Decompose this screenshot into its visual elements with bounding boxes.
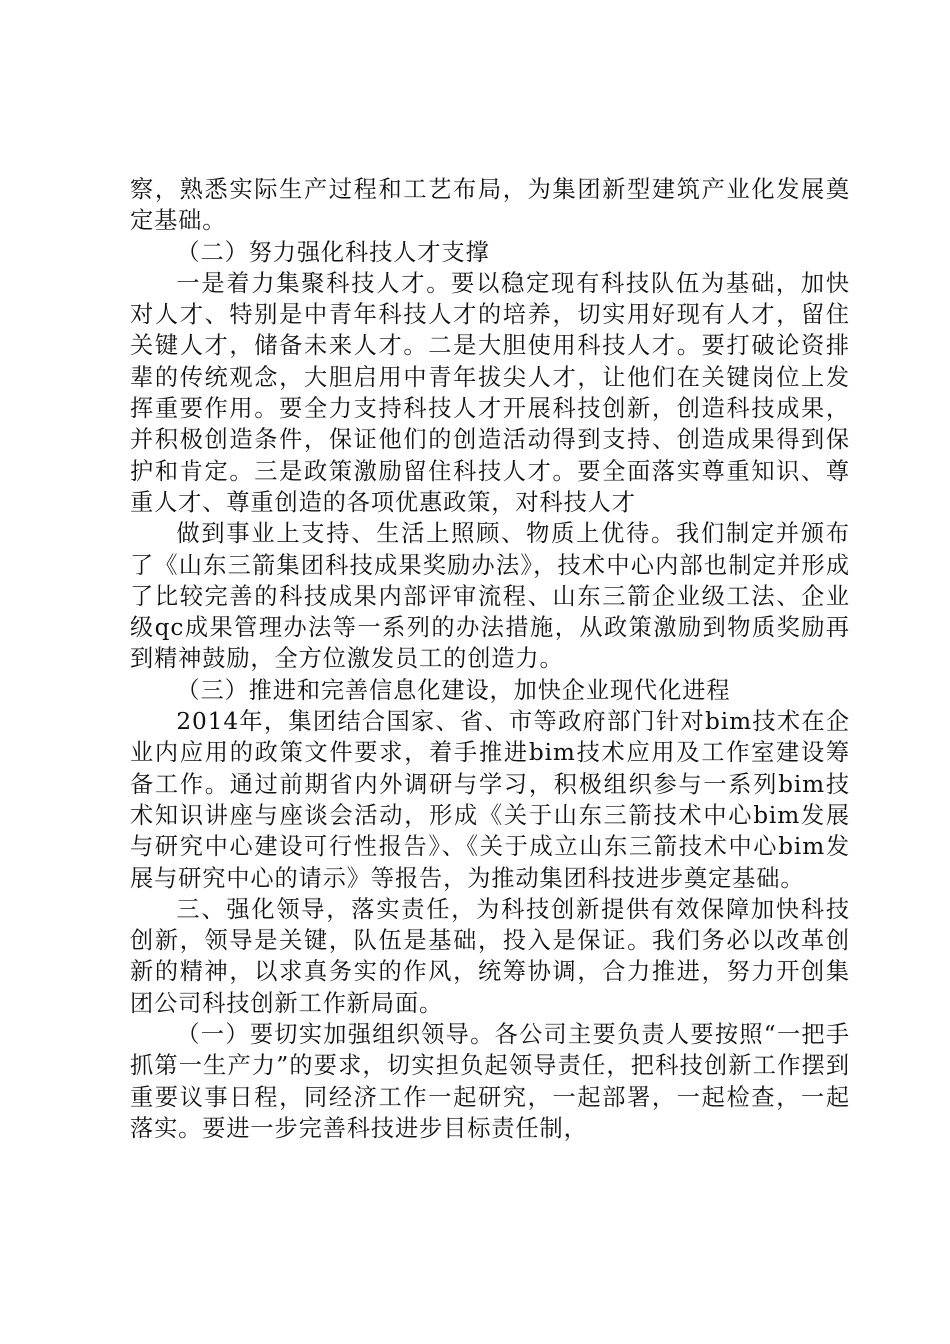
paragraph-continued: 察，熟悉实际生产过程和工艺布局，为集团新型建筑产业化发展奠定基础。 — [130, 176, 850, 235]
paragraph-leadership: 三、强化领导，落实责任，为科技创新提供有效保障加快科技创新，领导是关键，队伍是基础，投入是保证。我们务必以改革创新的精神，以求真务实的作风，统筹协调，合力推进，努力开创集团公司科技创新工作新局面。 — [130, 895, 850, 1017]
paragraph-incentives: 做到事业上支持、生活上照顾、物质上优待。我们制定并颁布了《山东三箭集团科技成果奖励办法》，技术中心内部也制定并形成了比较完善的科技成果内部评审流程、山东三箭企业级工法、企业级qc成果管理办法等一系列的办法措施，从政策激励到物质奖励再到精神鼓励，全方位激发员工的创造力。 — [130, 520, 850, 673]
paragraph-bim: 2014年，集团结合国家、省、市等政府部门针对bim技术在企业内应用的政策文件要求，着手推进bim技术应用及工作室建设筹备工作。通过前期省内外调研与学习，积极组织参与一系列bim技术知识讲座与座谈会活动，形成《关于山东三箭技术中心bim发展与研究中心建设可行性报告》、《关于成立山东三箭技术中心bim发展与研究中心的请示》等报告，为推动集团科技进步奠定基础。 — [130, 708, 850, 892]
section-heading-talent: （二）努力强化科技人才支撑 — [176, 238, 490, 266]
section-heading-informatization: （三）推进和完善信息化建设，加快企业现代化进程 — [176, 676, 731, 704]
paragraph-talent: 一是着力集聚科技人才。要以稳定现有科技队伍为基础，加快对人才、特别是中青年科技人才的培养，切实用好现有人才，留住关键人才，储备未来人才。二是大胆使用科技人才。要打破论资排辈的传统观念，大胆启用中青年拔尖人才，让他们在关键岗位上发挥重要作用。要全力支持科技人才开展科技创新，创造科技成果，并积极创造条件，保证他们的创造活动得到支持、创造成果得到保护和肯定。三是政策激励留住科技人才。要全面落实尊重知识、尊重人才、尊重创造的各项优惠政策，对科技人才 — [130, 269, 850, 516]
document-body — [130, 174, 850, 1144]
paragraph-organization: （一）要切实加强组织领导。各公司主要负责人要按照“一把手抓第一生产力”的要求，切实担负起领导责任，把科技创新工作摆到重要议事日程，同经济工作一起研究，一起部署，一起检查，一起落实。要进一步完善科技进步目标责任制， — [130, 1021, 850, 1142]
